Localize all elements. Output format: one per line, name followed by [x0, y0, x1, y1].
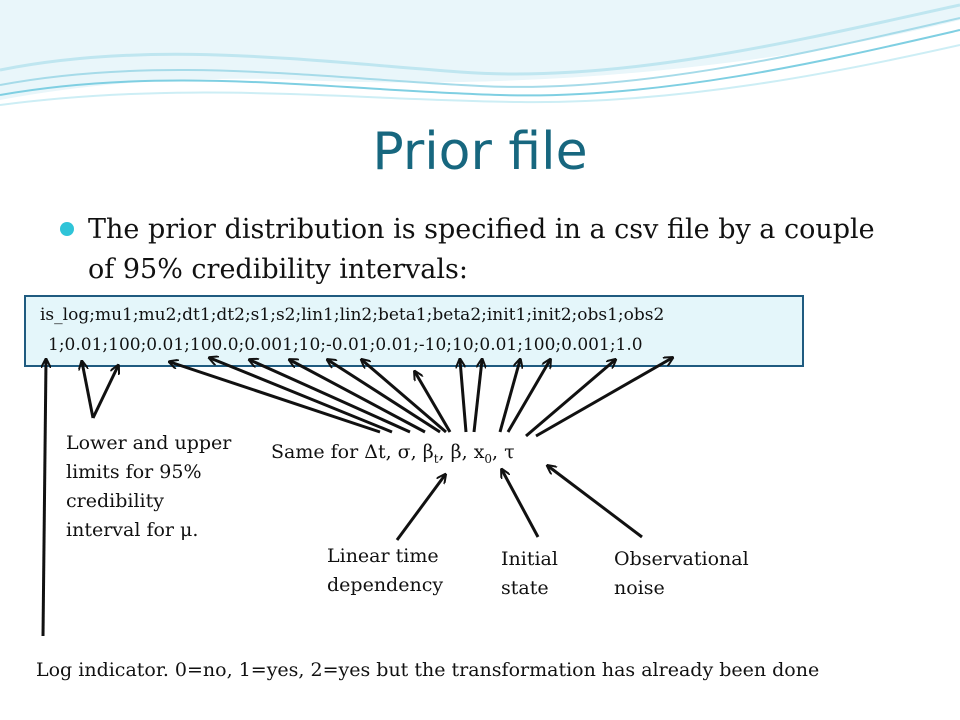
same-for-text: Same for Δt, σ, β [271, 441, 434, 463]
same-for-tau: , τ [492, 441, 515, 463]
bullet-text: The prior distribution is specified in a csv file by a couple of 95% credibility intervals: [88, 214, 875, 285]
same-for-subscript-0: 0 [484, 451, 493, 466]
same-for-subscript-t: t [433, 451, 439, 466]
initial-state-annotation [501, 545, 558, 603]
mu-limits-line-2: limits for 95% [66, 461, 202, 483]
observational-noise-line-2: noise [614, 577, 665, 599]
csv-values-line: 1;0.01;100;0.01;100.0;0.001;10;-0.01;0.01;-10;10;0.01;100;0.001;1.0 [48, 335, 643, 355]
mu-limits-line-4: interval for μ. [66, 519, 199, 541]
mu-limits-line-3: credibility [66, 490, 164, 512]
linear-time-line-1: Linear time [327, 545, 439, 567]
log-indicator-annotation: Log indicator. 0=no, 1=yes, 2=yes but the transformation has already been done [36, 659, 820, 681]
observational-noise-line-1: Observational [614, 548, 749, 570]
mu-limits-line-1: Lower and upper [66, 432, 232, 454]
csv-header-line: is_log;mu1;mu2;dt1;dt2;s1;s2;lin1;lin2;beta1;beta2;init1;init2;obs1;obs2 [40, 305, 665, 325]
same-for-rest: , β, x [438, 441, 485, 463]
linear-time-annotation [327, 542, 443, 600]
initial-state-line-2: state [501, 577, 549, 599]
slide-title: Prior file [372, 122, 588, 182]
mu-limits-annotation [66, 429, 231, 545]
observational-noise-annotation [614, 545, 749, 603]
linear-time-line-2: dependency [327, 574, 444, 596]
same-for-annotation [271, 438, 515, 474]
initial-state-line-1: Initial [501, 548, 558, 570]
